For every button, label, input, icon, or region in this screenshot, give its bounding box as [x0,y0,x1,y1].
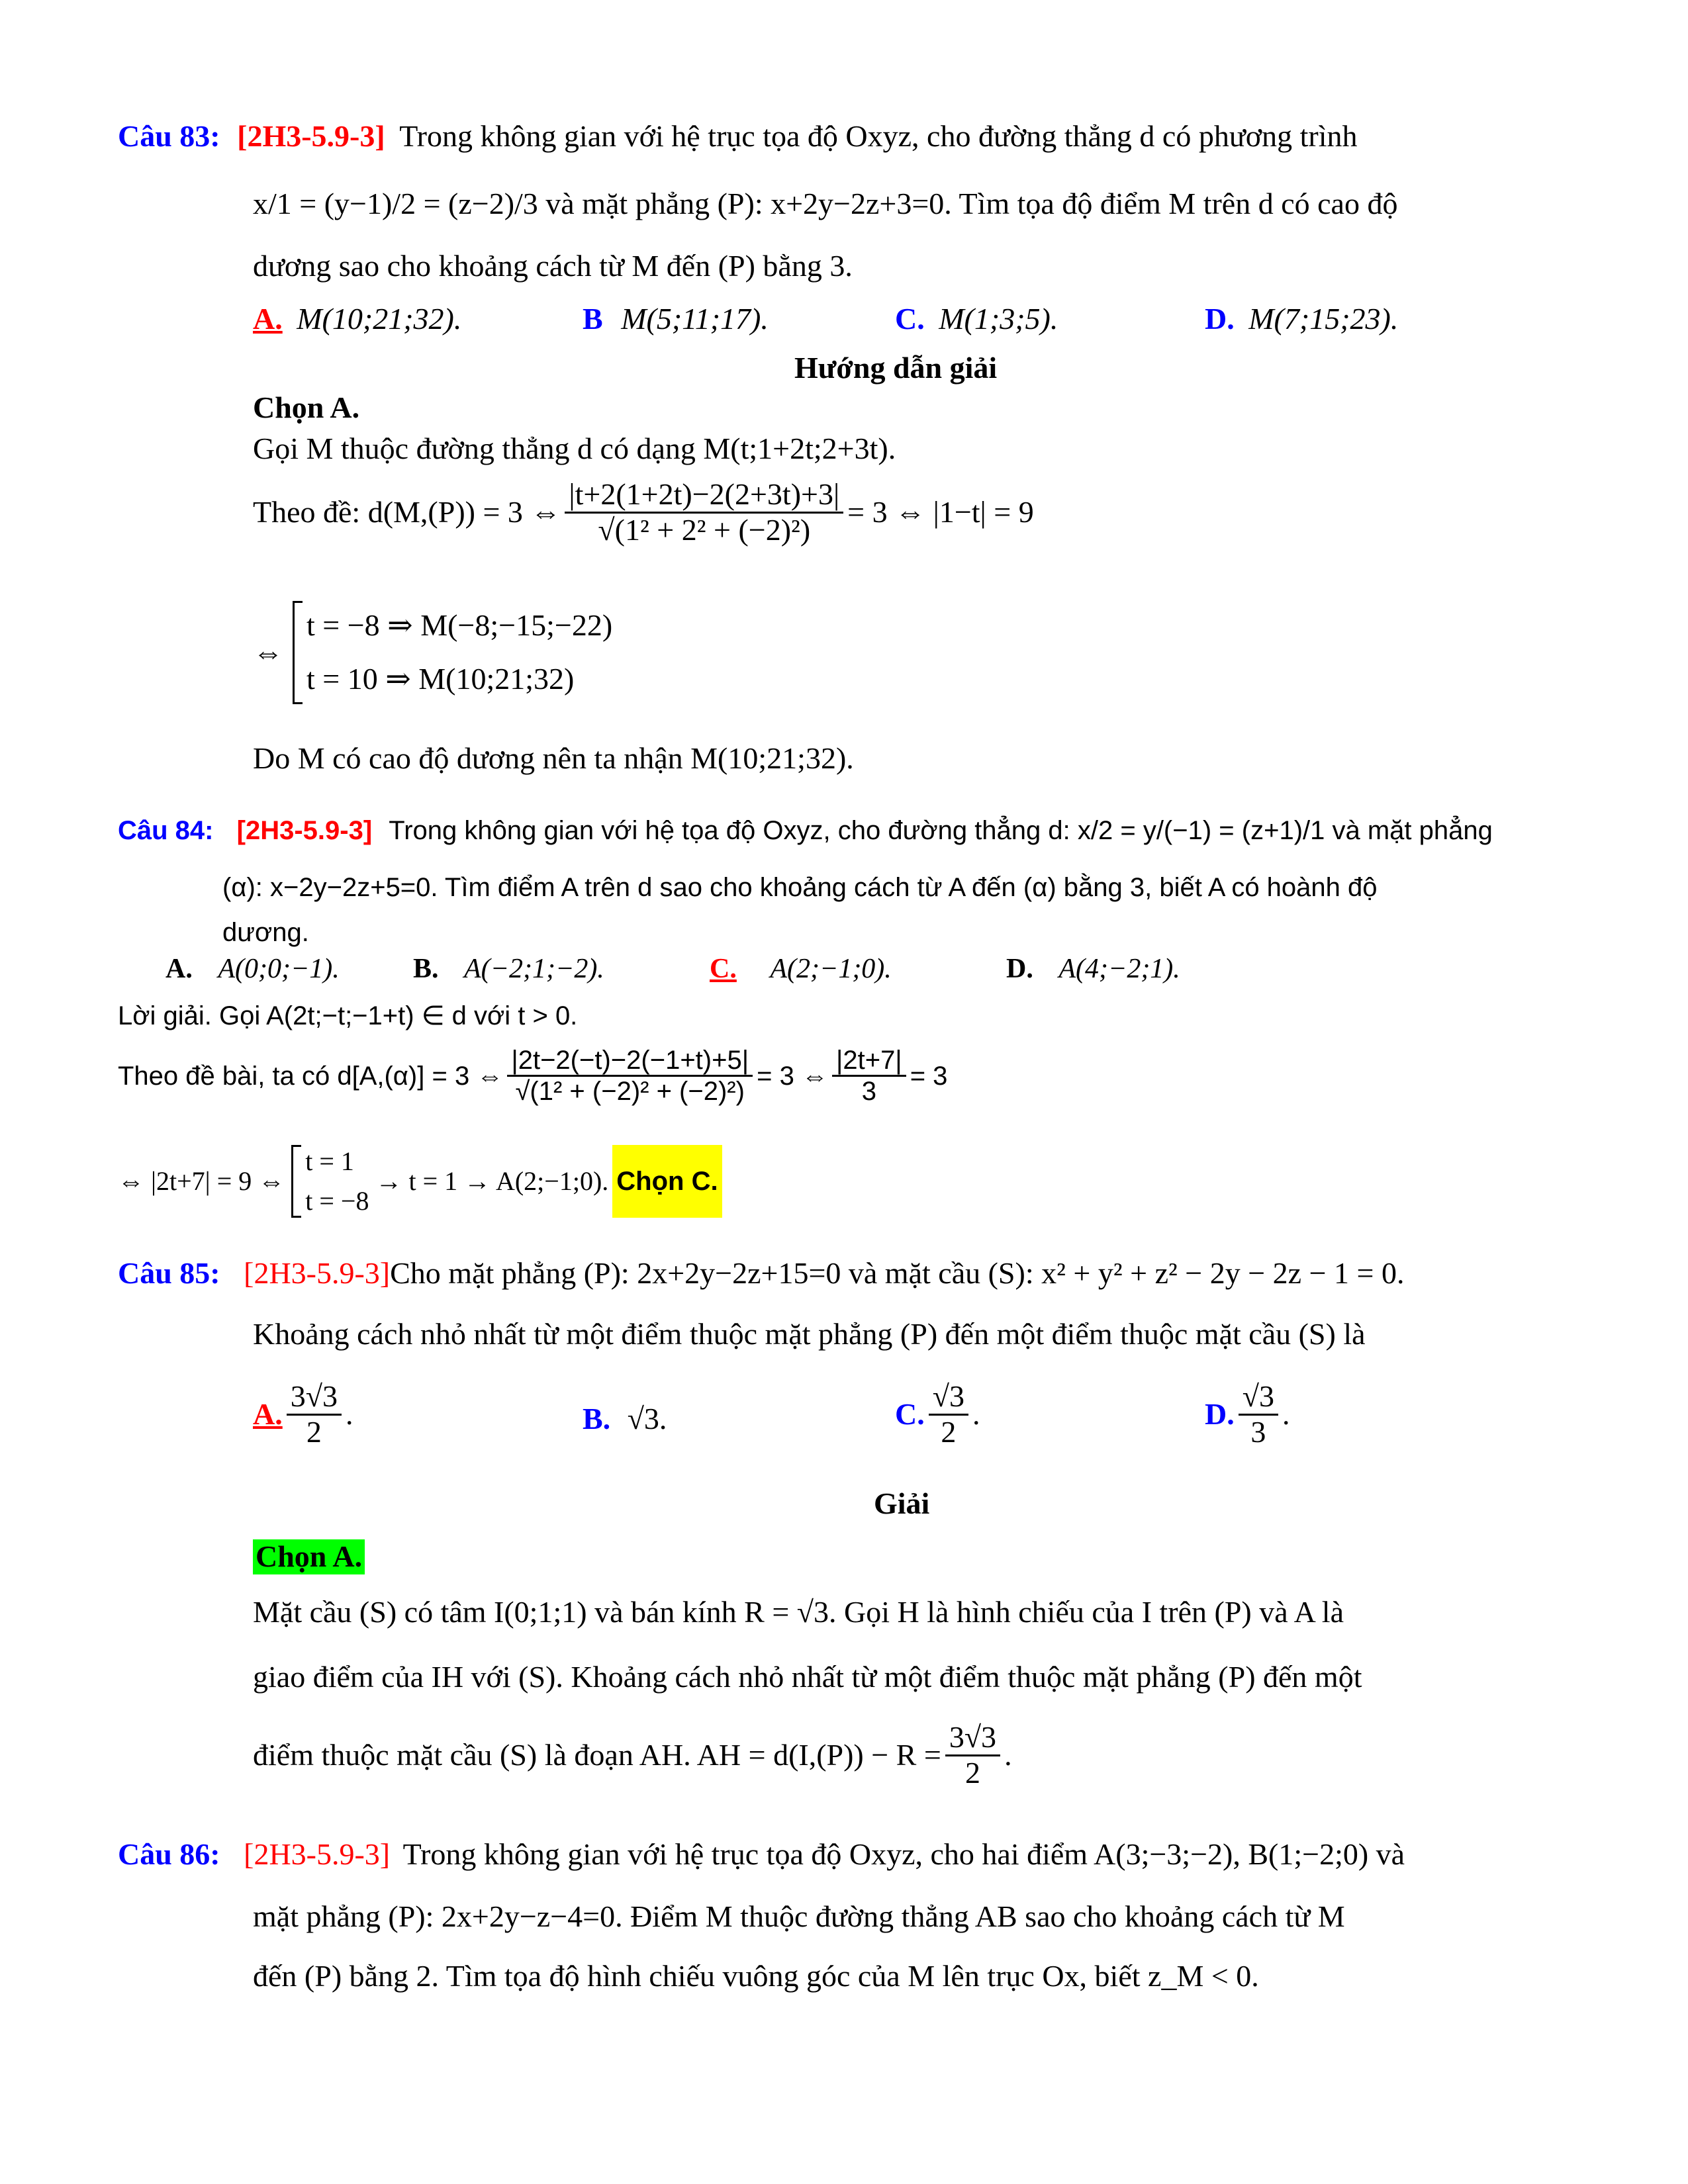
q84-option-c[interactable]: C. A(2;−1;0). [710,954,892,984]
q83-sol-1: Gọi M thuộc đường thẳng d có dạng M(t;1+2t;2+3t). [253,432,896,465]
q84-option-a[interactable]: A. A(0;0;−1). [165,954,340,984]
q85-stem-1: Cho mặt phẳng (P): 2x+2y−2z+15=0 và mặt cầu (S): x² + y² + z² − 2y − 2z − 1 = 0. [390,1256,1405,1290]
q86-stem-1: Trong không gian với hệ trục tọa độ Oxyz, cho hai điểm A(3;−3;−2), B(1;−2;0) và [402,1837,1405,1871]
q84-distance-fraction: $\frac{|2t-2(-t)-2(-1+t)+5|}{\text{√(1² + (−2)² + (−2)²)}}$ [507,1046,753,1106]
q83-option-b[interactable]: B M(5;11;17). [583,302,769,336]
q84-tag: [2H3-5.9-3] [236,816,373,845]
q83-heading: Hướng dẫn giải [794,351,998,385]
q83-sol-4: Do M có cao độ dương nên ta nhận M(10;21;32). [253,741,854,775]
q86-tag: [2H3-5.9-3] [244,1837,391,1871]
q85-option-b[interactable]: B. √3. [583,1402,667,1435]
q83-option-d[interactable]: D. M(7;15;23). [1205,302,1399,336]
q83-option-a[interactable]: A. M(10;21;32). [253,302,462,336]
q83-bracket [293,601,303,704]
q84-option-b[interactable]: B. A(−2;1;−2). [413,954,604,984]
q85-stem-2: Khoảng cách nhỏ nhất từ một điểm thuộc mặt phẳng (P) đến một điểm thuộc mặt cầu (S) là [253,1317,1366,1351]
q84-stem-2: (α): x−2y−2z+5=0. Tìm điểm A trên d sao cho khoảng cách từ A đến (α) bằng 3, biết A có hoành độ [222,873,1378,902]
q83-stem-3: dương sao cho khoảng cách từ M đến (P) bằng 3. [253,249,853,283]
q84-line1 [118,815,1493,846]
q85-label: Câu 85: [118,1256,220,1290]
q84-stem-1: Trong không gian với hệ tọa độ Oxyz, cho đường thẳng d: x/2 = y/(−1) = (z+1)/1 và mặt phẳng [389,816,1493,845]
q83-choose: Chọn A. [253,390,360,424]
q84-stem-3: dương. [222,918,309,947]
q85-sol-3: điểm thuộc mặt cầu (S) là đoạn AH. AH = d(I,(P)) − R = $\frac{3√3}{2}$ . [253,1720,1012,1790]
q83-distance-fraction: $\frac{|t+2(1+2t)-2(2+3t)+3|}{\text{√(1² + 2² + (−2)²)}}$ [565,478,843,547]
q84-sol-3: ⇔ |2t+7| = 9 ⇔ t = 1 t = −8 → t = 1 → A(2;−1;0). Chọn C. [118,1145,722,1218]
q85-sol-1: Mặt cầu (S) có tâm I(0;1;1) và bán kính R = √3. Gọi H là hình chiếu của I trên (P) và A là [253,1595,1344,1629]
q84-label: Câu 84: [118,816,214,845]
q85-sol-2: giao điểm của IH với (S). Khoảng cách nhỏ nhất từ một điểm thuộc mặt phẳng (P) đến một [253,1660,1362,1694]
q85-heading: Giải [874,1486,930,1520]
q83-stem-2: x/1 = (y−1)/2 = (z−2)/3 và mặt phẳng (P): x+2y−2z+3=0. Tìm tọa độ điểm M trên d có cao độ [253,187,1398,220]
q84-bracket [291,1145,301,1218]
q83-stem-1: Trong không gian với hệ trục tọa độ Oxyz, cho đường thẳng d có phương trình [399,119,1358,153]
q84-choose: Chọn C. [612,1145,722,1218]
q83-tag: [2H3-5.9-3] [237,119,385,153]
q85-option-d[interactable]: D. $\frac{√3}{3}$ . [1205,1379,1290,1449]
q86-stem-2: mặt phẳng (P): 2x+2y−z−4=0. Điểm M thuộc đường thẳng AB sao cho khoảng cách từ M [253,1899,1345,1933]
q85-result-fraction: $\frac{3√3}{2}$ [945,1721,1000,1790]
q85-line1 [118,1256,1404,1291]
q84-sol-2: Theo đề bài, ta có d[A,(α)] = 3 ⇔ $\frac{|2t-2(-t)-2(-1+t)+5|}{\text{√(1² + (−2)² + (−2)²)}}$ = 3 ⇔ $\frac{|2t+7|}{3}$ = 3 [118,1046,948,1106]
q85-tag: [2H3-5.9-3] [244,1256,391,1290]
q86-label: Câu 86: [118,1837,220,1871]
q84-simplified-fraction: $\frac{|2t+7|}{3}$ [832,1046,906,1106]
q85-option-a[interactable]: A. $\frac{3√3}{2}$ . [253,1379,353,1449]
q83-sol-3: ⇔ t = −8 ⇒ M(−8;−15;−22) t = 10 ⇒ M(10;21;32) [253,601,612,704]
q84-option-d[interactable]: D. A(4;−2;1). [1006,954,1180,984]
q83-label: Câu 83: [118,119,220,153]
q86-line1 [118,1837,1405,1872]
q85-choose: Chọn A. [253,1539,365,1574]
q83-sol-2: Theo đề: d(M,(P)) = 3 ⇔ $\frac{|t+2(1+2t)-2(2+3t)+3|}{\text{√(1² + 2² + (−2)²)}}$ = 3 ⇔ |1−t| = 9 [253,477,1034,547]
q83-option-c[interactable]: C. M(1;3;5). [895,302,1058,336]
q85-option-c[interactable]: C. $\frac{√3}{2}$ . [895,1379,980,1449]
q86-stem-3: đến (P) bằng 2. Tìm tọa độ hình chiếu vuông góc của M lên trục Ox, biết z_M < 0. [253,1959,1259,1993]
q83-line1 [118,119,1357,154]
q84-sol-1: Lời giải. Gọi A(2t;−t;−1+t) ∈ d với t > 0. [118,1001,578,1030]
